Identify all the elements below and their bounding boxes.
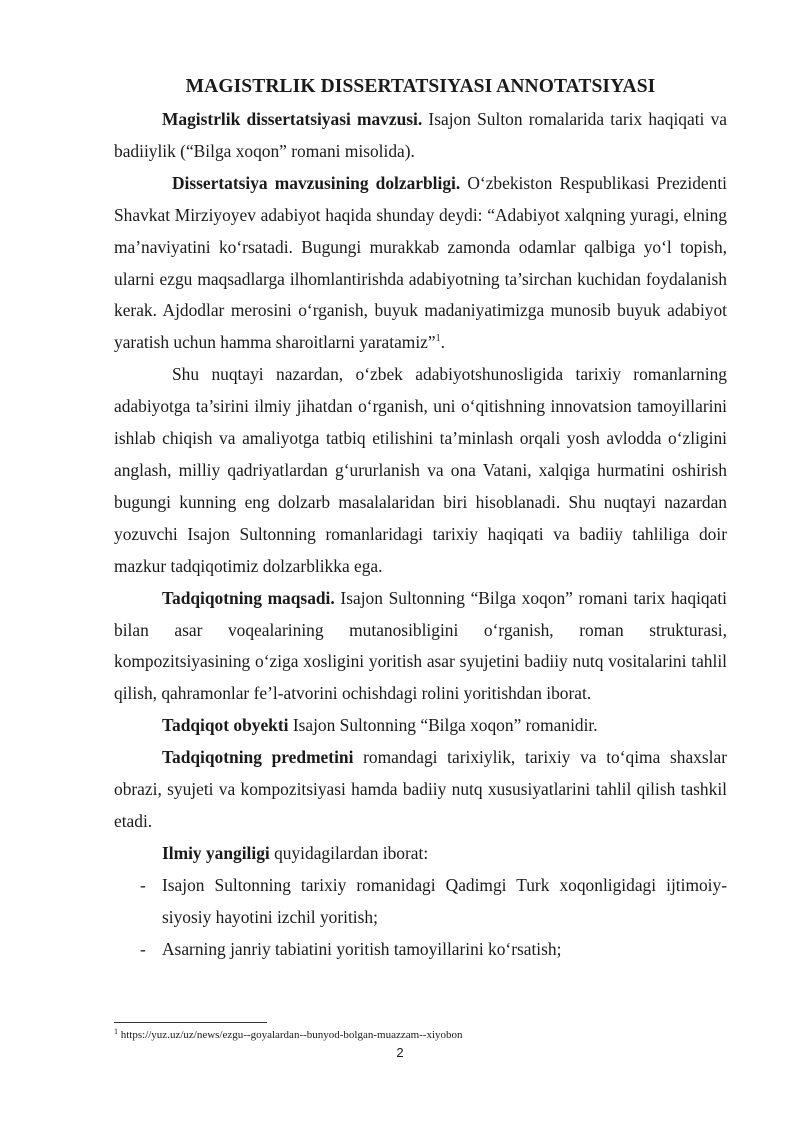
goal-text: Isajon Sultonning “Bilga xoqon” romani tarix haqiqati bilan asar voqealarining mutanosibligini o‘rganish, roman strukturasi, kompozitsiyasining o‘ziga xosligini yoritish asar syujetini badiiy nutq vositalarini tahlil qilish, qahramonlar fe’l-atvorini ochishdagi rolini yoritishdan iborat. bbox=[114, 587, 728, 704]
footnote-link[interactable]: https://yuz.uz/uz/news/ezgu--goyalardan--bunyod-bolgan-muazzam--xiyobon bbox=[118, 1029, 463, 1041]
footnote-reference: 1 bbox=[435, 333, 441, 345]
footnote-separator bbox=[114, 1022, 267, 1023]
list-item bbox=[114, 934, 727, 966]
relevance-end: . bbox=[440, 332, 445, 353]
list-dash: - bbox=[140, 938, 146, 959]
list-item bbox=[114, 870, 727, 934]
object-label: Tadqiqot obyekti bbox=[162, 715, 289, 736]
list-item-text: Asarning janriy tabiatini yoritish tamoyillarini ko‘rsatish; bbox=[162, 938, 562, 959]
novelty-paragraph bbox=[114, 838, 727, 870]
list-dash: - bbox=[140, 874, 146, 895]
relevance-text: O‘zbekiston Respublikasi Prezidenti Shavkat Mirziyoyev adabiyot haqida shunday deydi: “Adabiyot xalqning yuragi, elning ma’naviyatini ko‘rsatadi. Bugungi murakkab zamonda odamlar qalbiga yo‘l topish, ularni ezgu maqsadlarga ilhomlantirishda adabiyotning ta’sirchan kuchidan foydalanish kerak. Ajdodlar merosini o‘rganish, buyuk madaniyatimizga munosib buyuk adabiyot yaratish uchun hamma sharoitlarni yaratamiz” bbox=[114, 172, 727, 353]
page-number: 2 bbox=[396, 1045, 404, 1060]
subject-paragraph bbox=[114, 742, 727, 838]
topic-label: Magistrlik dissertatsiyasi mavzusi. bbox=[162, 109, 423, 129]
topic-paragraph bbox=[114, 104, 727, 168]
novelty-list bbox=[114, 870, 727, 966]
novelty-label: Ilmiy yangiligi bbox=[162, 842, 270, 863]
goal-paragraph bbox=[114, 583, 727, 711]
relevance-paragraph bbox=[114, 168, 727, 359]
subject-text: romandagi tarixiylik, tarixiy va to‘qima shaxslar obrazi, syujeti va kompozitsiyasi hamda badiiy nutq xususiyatlarini tahlil qilish tashkil etadi. bbox=[114, 747, 727, 831]
document-title: MAGISTRLIK DISSERTATSIYASI ANNOTATSIYASI bbox=[185, 76, 656, 97]
novelty-text: quyidagilardan iborat: bbox=[269, 842, 429, 863]
subject-label: Tadqiqotning predmetini bbox=[162, 747, 354, 768]
footnote bbox=[114, 1029, 463, 1041]
goal-label: Tadqiqotning maqsadi. bbox=[162, 587, 335, 608]
topic-text: Isajon Sulton romalarida tarix haqiqati va badiiylik (“Bilga xoqon” romani misolida). bbox=[114, 109, 727, 161]
footnote-number: 1 bbox=[114, 1027, 118, 1036]
relevance-label: Dissertatsiya mavzusining dolzarbligi. bbox=[172, 172, 461, 193]
context-paragraph: Shu nuqtayi nazardan, o‘zbek adabiyotshunosligida tarixiy romanlarning adabiyotga ta’sirini ilmiy jihatdan o‘rganish, uni o‘qitishning innovatsion tamoyillarini ishlab chiqish va amaliyotga tatbiq etilishini ta’minlash orqali yosh avlodda o‘zligini anglash, milliy qadriyatlardan g‘ururlanish va ona Vatani, xalqiga hurmatini oshirish bugungi kunning eng dolzarb masalalaridan biri hisoblanadi. Shu nuqtayi nazardan yozuvchi Isajon Sultonning romanlaridagi tarixiy haqiqati va badiiy tahliliga doir mazkur tadqiqotimiz dolzarblikka ega. bbox=[114, 364, 727, 576]
document-page bbox=[114, 76, 727, 965]
object-paragraph bbox=[114, 710, 727, 742]
object-text: Isajon Sultonning “Bilga xoqon” romanidir. bbox=[288, 715, 598, 736]
list-item-text: Isajon Sultonning tarixiy romanidagi Qadimgi Turk xoqonligidagi ijtimoiy-siyosiy hayotini izchil yoritish; bbox=[162, 874, 727, 927]
